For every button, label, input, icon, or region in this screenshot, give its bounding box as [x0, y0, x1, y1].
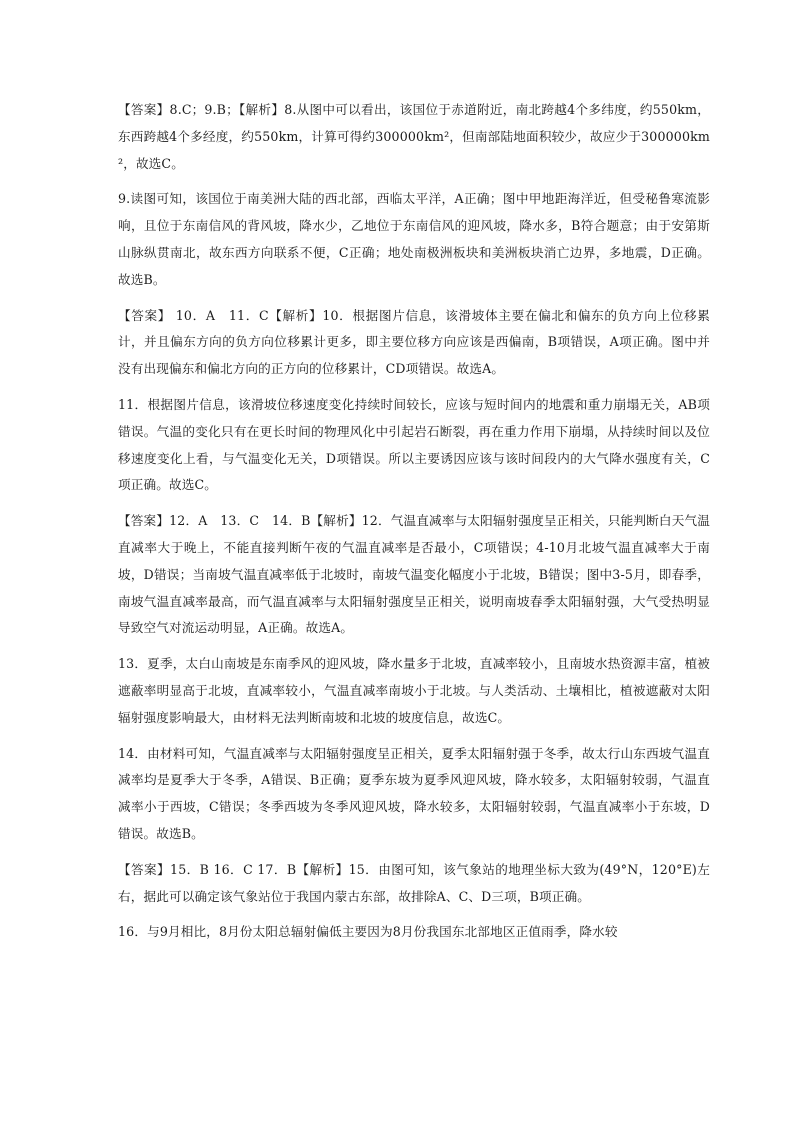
analysis-paragraph-11: 11．根据图片信息，该滑坡位移速度变化持续时间较长，应该与短时间内的地震和重力崩塌无关，AB项错误。气温的变化只有在更长时间的物理风化中引起岩石断裂，再在重力作用下崩塌，从持续时间以及位移速度变化上看，与气温变化无关，D项错误。所以主要诱因应该与该时间段内的大气降水强度有关，C项正确。故选C。	[118, 396, 710, 493]
answer-paragraph-12-14: 【答案】12．A 13．C 14．B【解析】12．气温直减率与太阳辐射强度呈正相关，只能判断白天气温直减率大于晚上，不能直接判断午夜的气温直减率是否最小，C项错误；4-10月北坡气温直减率大于南坡，D错误；当南坡气温直减率低于北坡时，南坡气温变化幅度小于北坡，B错误；图中3-5月，即春季，南坡气温直减率最高，而气温直减率与太阳辐射强度呈正相关，说明南坡春季太阳辐射强，大气受热明显导致空气对流运动明显，A正确。故选A。	[118, 513, 710, 636]
analysis-paragraph-13: 13．夏季，太白山南坡是东南季风的迎风坡，降水量多于北坡，直减率较小，且南坡水热资源丰富，植被遮蔽率明显高于北坡，直减率较小，气温直减率南坡小于北坡。与人类活动、土壤相比，植被遮蔽对太阳辐射强度影响最大，由材料无法判断南坡和北坡的坡度信息，故选C。	[118, 656, 710, 725]
answer-paragraph-10-11: 【答案】 10．A 11．C【解析】10．根据图片信息，该滑坡体主要在偏北和偏东的负方向上位移累计，并且偏东方向的负方向位移累计更多，即主要位移方向应该是西偏南，B项错误，A项正确。图中并没有出现偏东和偏北方向的正方向的位移累计，CD项错误。故选A。	[118, 307, 710, 377]
analysis-paragraph-9: 9.读图可知，该国位于南美洲大陆的西北部，西临太平洋，A正确；图中甲地距海洋近，但受秘鲁寒流影响，且位于东南信风的背风坡，降水少，乙地位于东南信风的迎风坡，降水多，B符合题意；由于安第斯山脉纵贯南北，故东西方向联系不便，C正确；地处南极洲板块和美洲板块消亡边界，多地震，D正确。故选B。	[118, 191, 710, 287]
analysis-paragraph-16: 16．与9月相比，8月份太阳总辐射偏低主要因为8月份我国东北部地区正值雨季，降水较	[118, 924, 618, 940]
answer-paragraph-15-17: 【答案】15．B 16．C 17．B【解析】15．由图可知，该气象站的地理坐标大致为(49°N，120°E)左右，据此可以确定该气象站位于我国内蒙古东部，故排除A、C、D三项，B项正确。	[118, 861, 710, 904]
analysis-paragraph-14: 14．由材料可知，气温直减率与太阳辐射强度呈正相关，夏季太阳辐射强于冬季，故太行山东西坡气温直减率均是夏季大于冬季，A错误、B正确；夏季东坡为夏季风迎风坡，降水较多，太阳辐射较弱，气温直减率小于西坡，C错误；冬季西坡为冬季风迎风坡，降水较多，太阳辐射较弱，气温直减率小于东坡，D错误。故选B。	[118, 745, 710, 841]
answer-paragraph-8-9: 【答案】8.C；9.B；【解析】8.从图中可以看出，该国位于赤道附近，南北跨越4个多纬度，约550km，东西跨越4个多经度，约550km，计算可得约300000km²，但南部陆地面积较少，故应少于300000km²，故选C。	[118, 102, 710, 171]
